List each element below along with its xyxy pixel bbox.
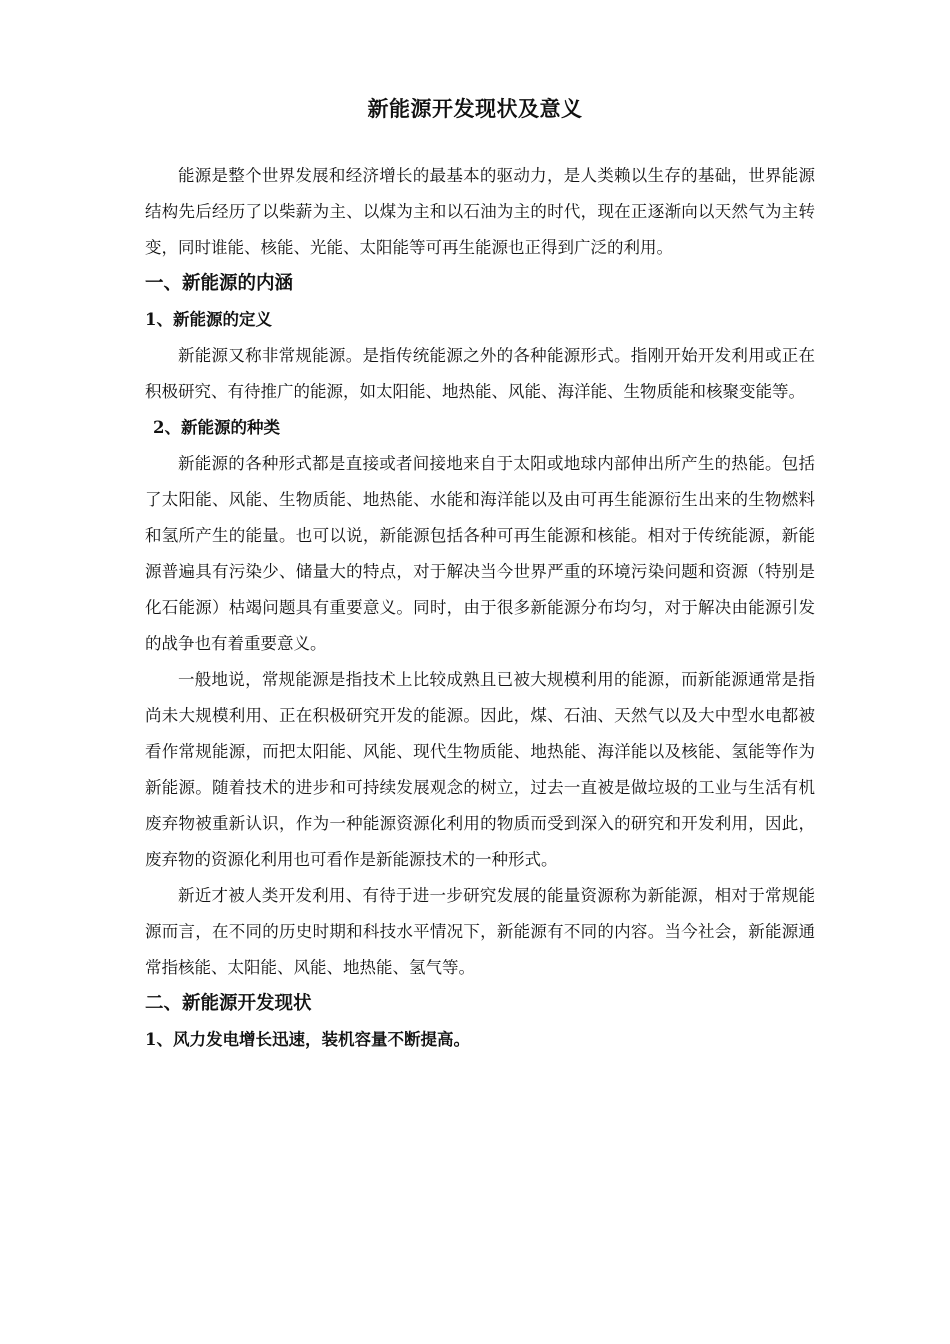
subheading-wind-power: 1、风力发电增长迅速，装机容量不断提高。 — [145, 1030, 470, 1049]
types-paragraph-2: 一般地说，常规能源是指技术上比较成熟且已被大规模利用的能源，而新能源通常是指尚未大规模利用、正在积极研究开发的能源。因此，煤、石油、天然气以及大中型水电都被看作常规能源，而把太阳能、风能、现代生物质能、地热能、海洋能以及核能、氢能等作为新能源。随着技术的进步和可持续发展观念的树立，过去一直被是做垃圾的工业与生活有机废弃物被重新认识，作为一种能源资源化利用的物质而受到深入的研究和开发利用，因此，废弃物的资源化利用也可看作是新能源技术的一种形式。 — [145, 670, 815, 869]
definition-paragraph: 新能源又称非常规能源。是指传统能源之外的各种能源形式。指刚开始开发利用或正在积极研究、有待推广的能源，如太阳能、地热能、风能、海洋能、生物质能和核聚变能等。 — [145, 346, 815, 401]
types-paragraph-3: 新近才被人类开发利用、有待于进一步研究发展的能量资源称为新能源，相对于常规能源而言，在不同的历史时期和科技水平情况下，新能源有不同的内容。当今社会，新能源通常指核能、太阳能、风能、地热能、氢气等。 — [145, 886, 815, 977]
types-paragraph-1: 新能源的各种形式都是直接或者间接地来自于太阳或地球内部伸出所产生的热能。包括了太阳能、风能、生物质能、地热能、水能和海洋能以及由可再生能源衍生出来的生物燃料和氢所产生的能量。也可以说，新能源包括各种可再生能源和核能。相对于传统能源，新能源普遍具有污染少、储量大的特点，对于解决当今世界严重的环境污染问题和资源（特别是化石能源）枯竭问题具有重要意义。同时，由于很多新能源分布均匀，对于解决由能源引发的战争也有着重要意义。 — [145, 454, 815, 653]
section-heading-status: 二、新能源开发现状 — [145, 993, 312, 1014]
subheading-types: 2、新能源的种类 — [153, 418, 280, 437]
document-title: 新能源开发现状及意义 — [367, 97, 583, 121]
section-heading-connotation: 一、新能源的内涵 — [145, 273, 294, 294]
subheading-definition: 1、新能源的定义 — [145, 310, 272, 329]
document-body — [145, 158, 815, 1058]
intro-paragraph: 能源是整个世界发展和经济增长的最基本的驱动力，是人类赖以生存的基础，世界能源结构先后经历了以柴薪为主、以煤为主和以石油为主的时代，现在正逐渐向以天然气为主转变，同时谁能、核能、光能、太阳能等可再生能源也正得到广泛的利用。 — [145, 166, 815, 257]
